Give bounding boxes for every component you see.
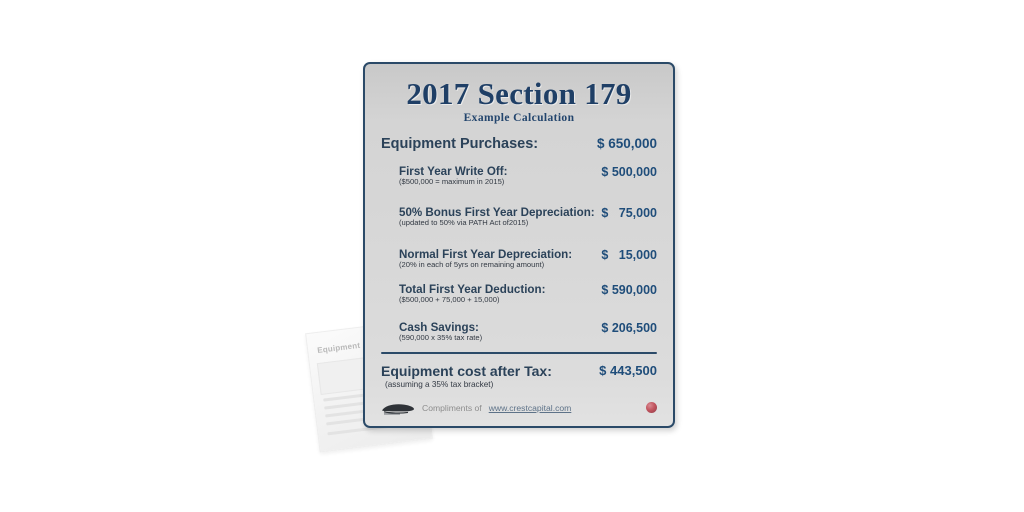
row-note: (20% in each of 5yrs on remaining amount) [399,259,545,269]
table-row [381,248,657,270]
section-179-calculation-card [363,62,675,428]
table-row [381,206,657,228]
row-label: Normal First Year Depreciation: [399,247,573,261]
table-row-total [381,363,657,389]
footer-credit-text: Compliments of [422,402,482,413]
row-note: ($500,000 + 75,000 + 15,000) [399,294,500,304]
row-label-group [399,321,565,343]
row-label: Equipment Purchases: [381,135,539,152]
table-row [381,321,657,343]
crest-capital-swoosh-icon [381,402,415,414]
row-note: (assuming a 35% tax bracket) [385,380,494,390]
card-footer [381,400,657,414]
row-label: Equipment cost after Tax: [381,363,552,380]
row-value: $ 15,000 [601,247,657,262]
table-row [381,136,657,152]
row-label-group [381,363,559,389]
row-note: ($500,000 = maximum in 2015) [399,176,505,186]
ghost-sheet-title: Equipment [316,340,361,356]
row-value: $ 75,000 [601,206,657,221]
row-value: $ 500,000 [601,164,657,179]
row-label-group [399,206,595,228]
row-value: $ 650,000 [596,135,657,151]
row-label: Cash Savings: [399,321,479,335]
row-note: (590,000 x 35% tax rate) [399,333,483,343]
row-note: (updated to 50% via PATH Act of2015) [399,218,529,228]
row-label-group [399,165,565,187]
row-label-group [399,283,565,305]
row-label-group [399,247,573,270]
row-value: $ 206,500 [601,321,657,336]
page-title: 2017 Section 179 [406,76,632,111]
row-label: Total First Year Deduction: [399,282,546,296]
row-label: 50% Bonus First Year Depreciation: [399,206,595,220]
row-label: First Year Write Off: [399,164,508,178]
row-value: $ 443,500 [599,363,657,379]
red-seal-icon [646,402,657,413]
row-label-group [381,136,559,152]
row-value: $ 590,000 [601,282,657,297]
page-subtitle: Example Calculation [463,111,575,124]
table-row [381,165,657,187]
table-row [381,283,657,305]
section-divider [381,352,657,354]
crestcapital-link[interactable]: www.crestcapital.com [488,402,572,413]
